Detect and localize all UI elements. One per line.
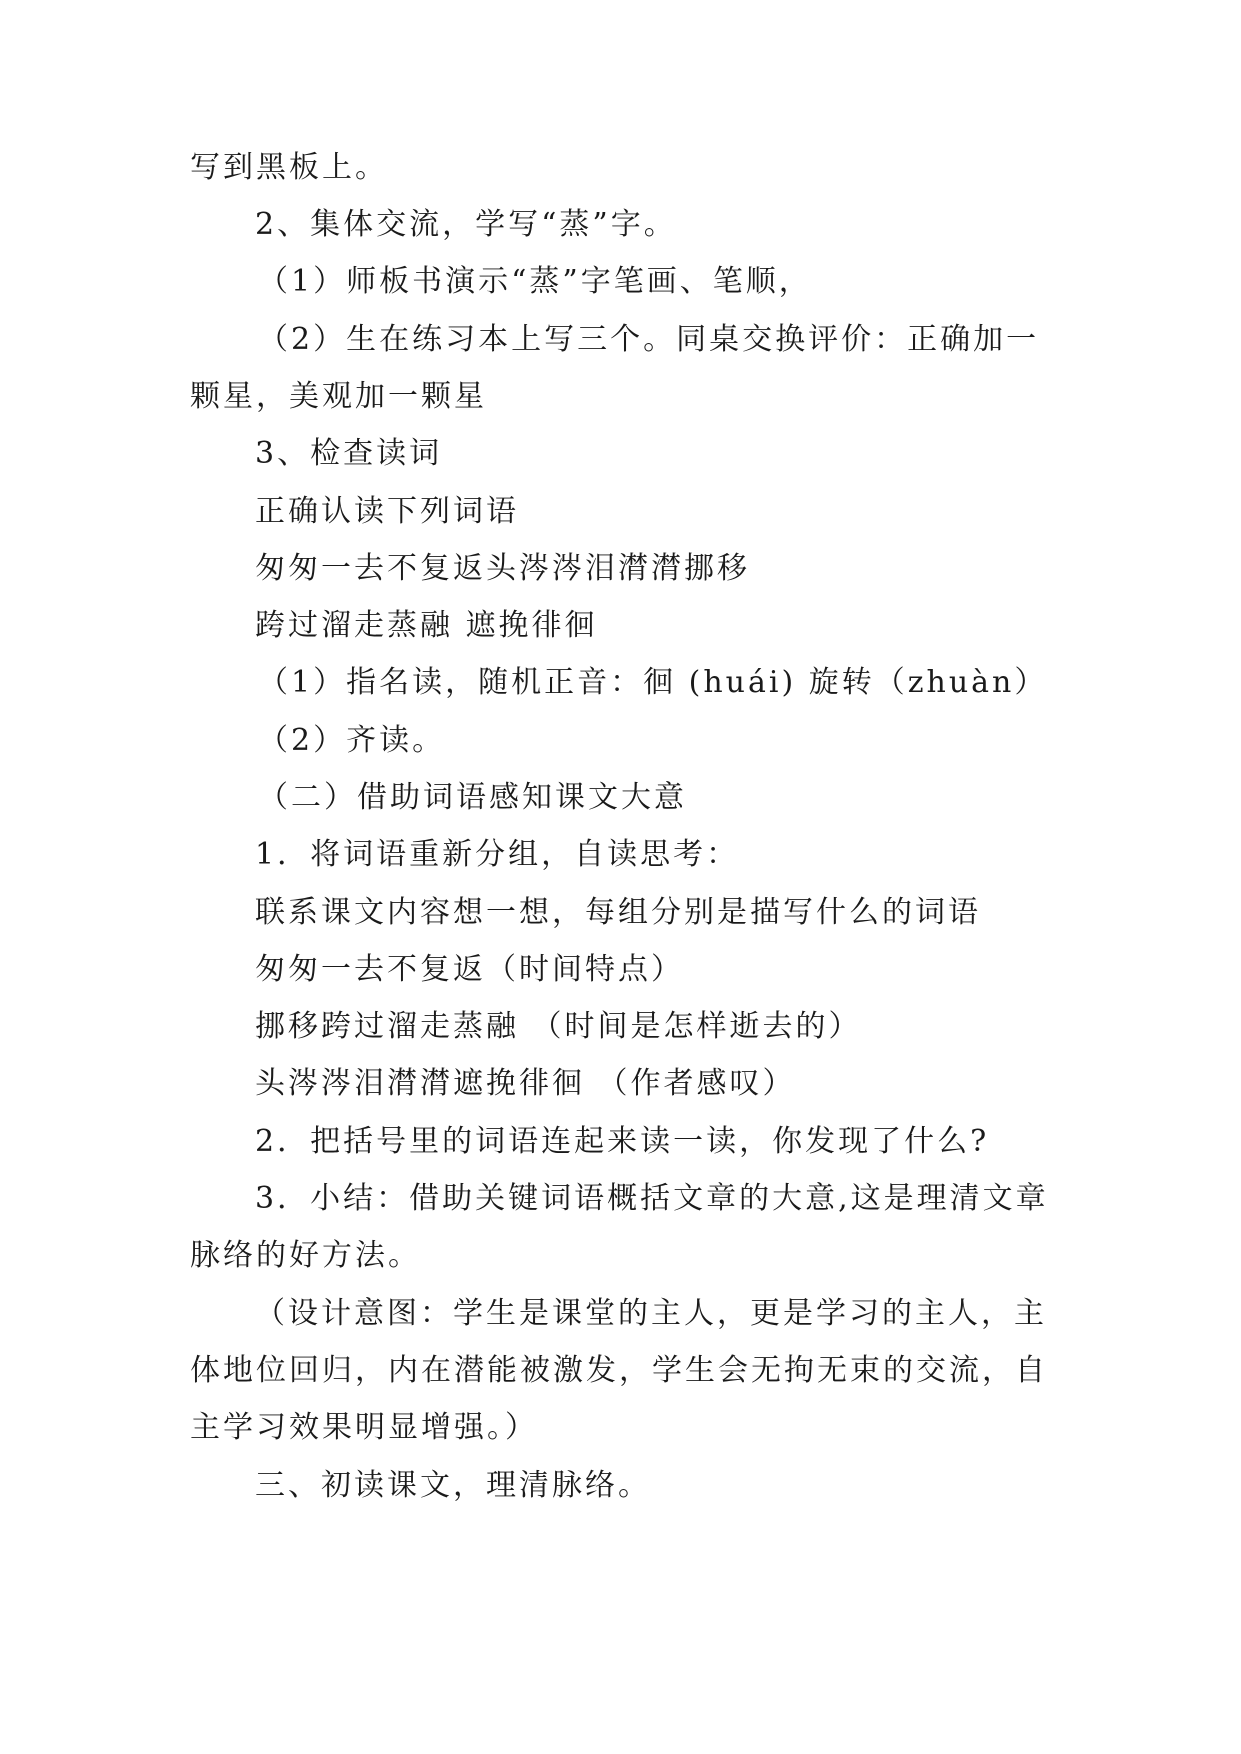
text-line: 3．小结：借助关键词语概括文章的大意,这是理清文章 [255, 1181, 1049, 1216]
text-line: 颗星，美观加一颗星 [190, 379, 487, 414]
text-line: （二）借助词语感知课文大意 [258, 780, 687, 815]
text-line: 头涔涔泪潸潸遮挽徘徊 （作者感叹） [255, 1066, 796, 1101]
text-line: 2、集体交流，学写“蒸”字。 [255, 207, 677, 242]
text-line: （2）齐读。 [258, 723, 446, 758]
text-line: 主学习效果明显增强。） [190, 1410, 538, 1445]
text-line: 1．将词语重新分组，自读思考： [255, 837, 740, 872]
text-line: 挪移跨过溜走蒸融 （时间是怎样逝去的） [255, 1009, 862, 1044]
text-line: 2．把括号里的词语连起来读一读，你发现了什么? [255, 1124, 990, 1159]
text-line: （设计意图：学生是课堂的主人，更是学习的主人，主 [255, 1296, 1047, 1331]
text-line: 正确认读下列词语 [255, 494, 519, 529]
text-line: 写到黑板上。 [190, 150, 388, 185]
text-line: 体地位回归，内在潜能被激发，学生会无拘无束的交流，自 [190, 1353, 1048, 1388]
text-line: 匆匆一去不复返（时间特点） [255, 952, 684, 987]
text-line: 联系课文内容想一想，每组分别是描写什么的词语 [255, 895, 981, 930]
text-line: （1）师板书演示“蒸”字笔画、笔顺， [258, 264, 812, 299]
text-line: 三、初读课文，理清脉络。 [255, 1468, 651, 1503]
text-line: 3、检查读词 [255, 436, 443, 471]
text-line: 脉络的好方法。 [190, 1238, 421, 1273]
text-line: 跨过溜走蒸融 遮挽徘徊 [255, 608, 598, 643]
text-line: 匆匆一去不复返头涔涔泪潸潸挪移 [255, 551, 750, 586]
text-line: （2）生在练习本上写三个。同桌交换评价：正确加一 [258, 322, 1040, 357]
text-line: （1）指名读，随机正音：徊 (huái) 旋转（zhuàn） [258, 665, 1048, 700]
